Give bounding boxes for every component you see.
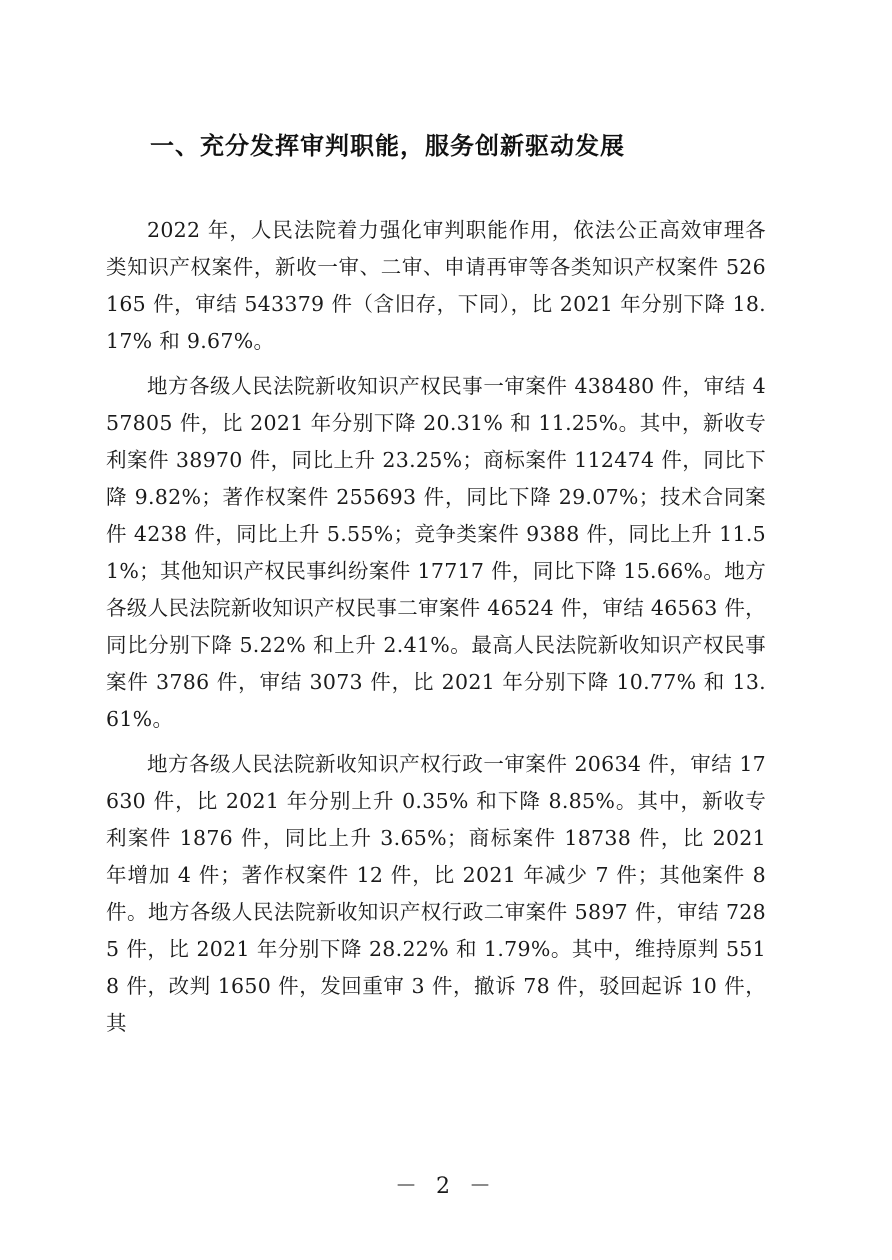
paragraph-administrative-cases: 地方各级人民法院新收知识产权行政一审案件 20634 件，审结 17630 件，比 2021 年分别上升 0.35% 和下降 8.85%。其中，新收专利案件 1876 件，同比上升 3.65%；商标案件 18738 件，比 2021 年增加 4 件；著作权案件 12 件，比 2021 年减少 7 件；其他案件 8 件。地方各级人民法院新收知识产权行政二审案件 5897 件，审结 7285 件，比 2021 年分别下降 28.22% 和 1.79%。其中，维持原判 5518 件，改判 1650 件，发回重审 3 件，撤诉 78 件，驳回起诉 10 件，其: [106, 752, 766, 1035]
paragraph-civil-cases: 地方各级人民法院新收知识产权民事一审案件 438480 件，审结 457805 件，比 2021 年分别下降 20.31% 和 11.25%。其中，新收专利案件 38970 件，同比上升 23.25%；商标案件 112474 件，同比下降 9.82%；著作权案件 255693 件，同比下降 29.07%；技术合同案件 4238 件，同比上升 5.55%；竞争类案件 9388 件，同比上升 11.51%；其他知识产权民事纠纷案件 17717 件，同比下降 15.66%。地方各级人民法院新收知识产权民事二审案件 46524 件，审结 46563 件，同比分别下降 5.22% 和上升 2.41%。最高人民法院新收知识产权民事案件 3786 件，审结 3073 件，比 2021 年分别下降 10.77% 和 13.61%。: [106, 374, 766, 731]
paragraph-overview: 2022 年，人民法院着力强化审判职能作用，依法公正高效审理各类知识产权案件，新收一审、二审、申请再审等各类知识产权案件 526165 件，审结 543379 件（含旧存，下同），比 2021 年分别下降 18.17% 和 9.67%。: [106, 218, 766, 353]
section-heading: 一、充分发挥审判职能，服务创新驱动发展: [150, 132, 625, 160]
page-number: － 2 －: [395, 1174, 497, 1199]
document-body: [106, 212, 766, 1050]
